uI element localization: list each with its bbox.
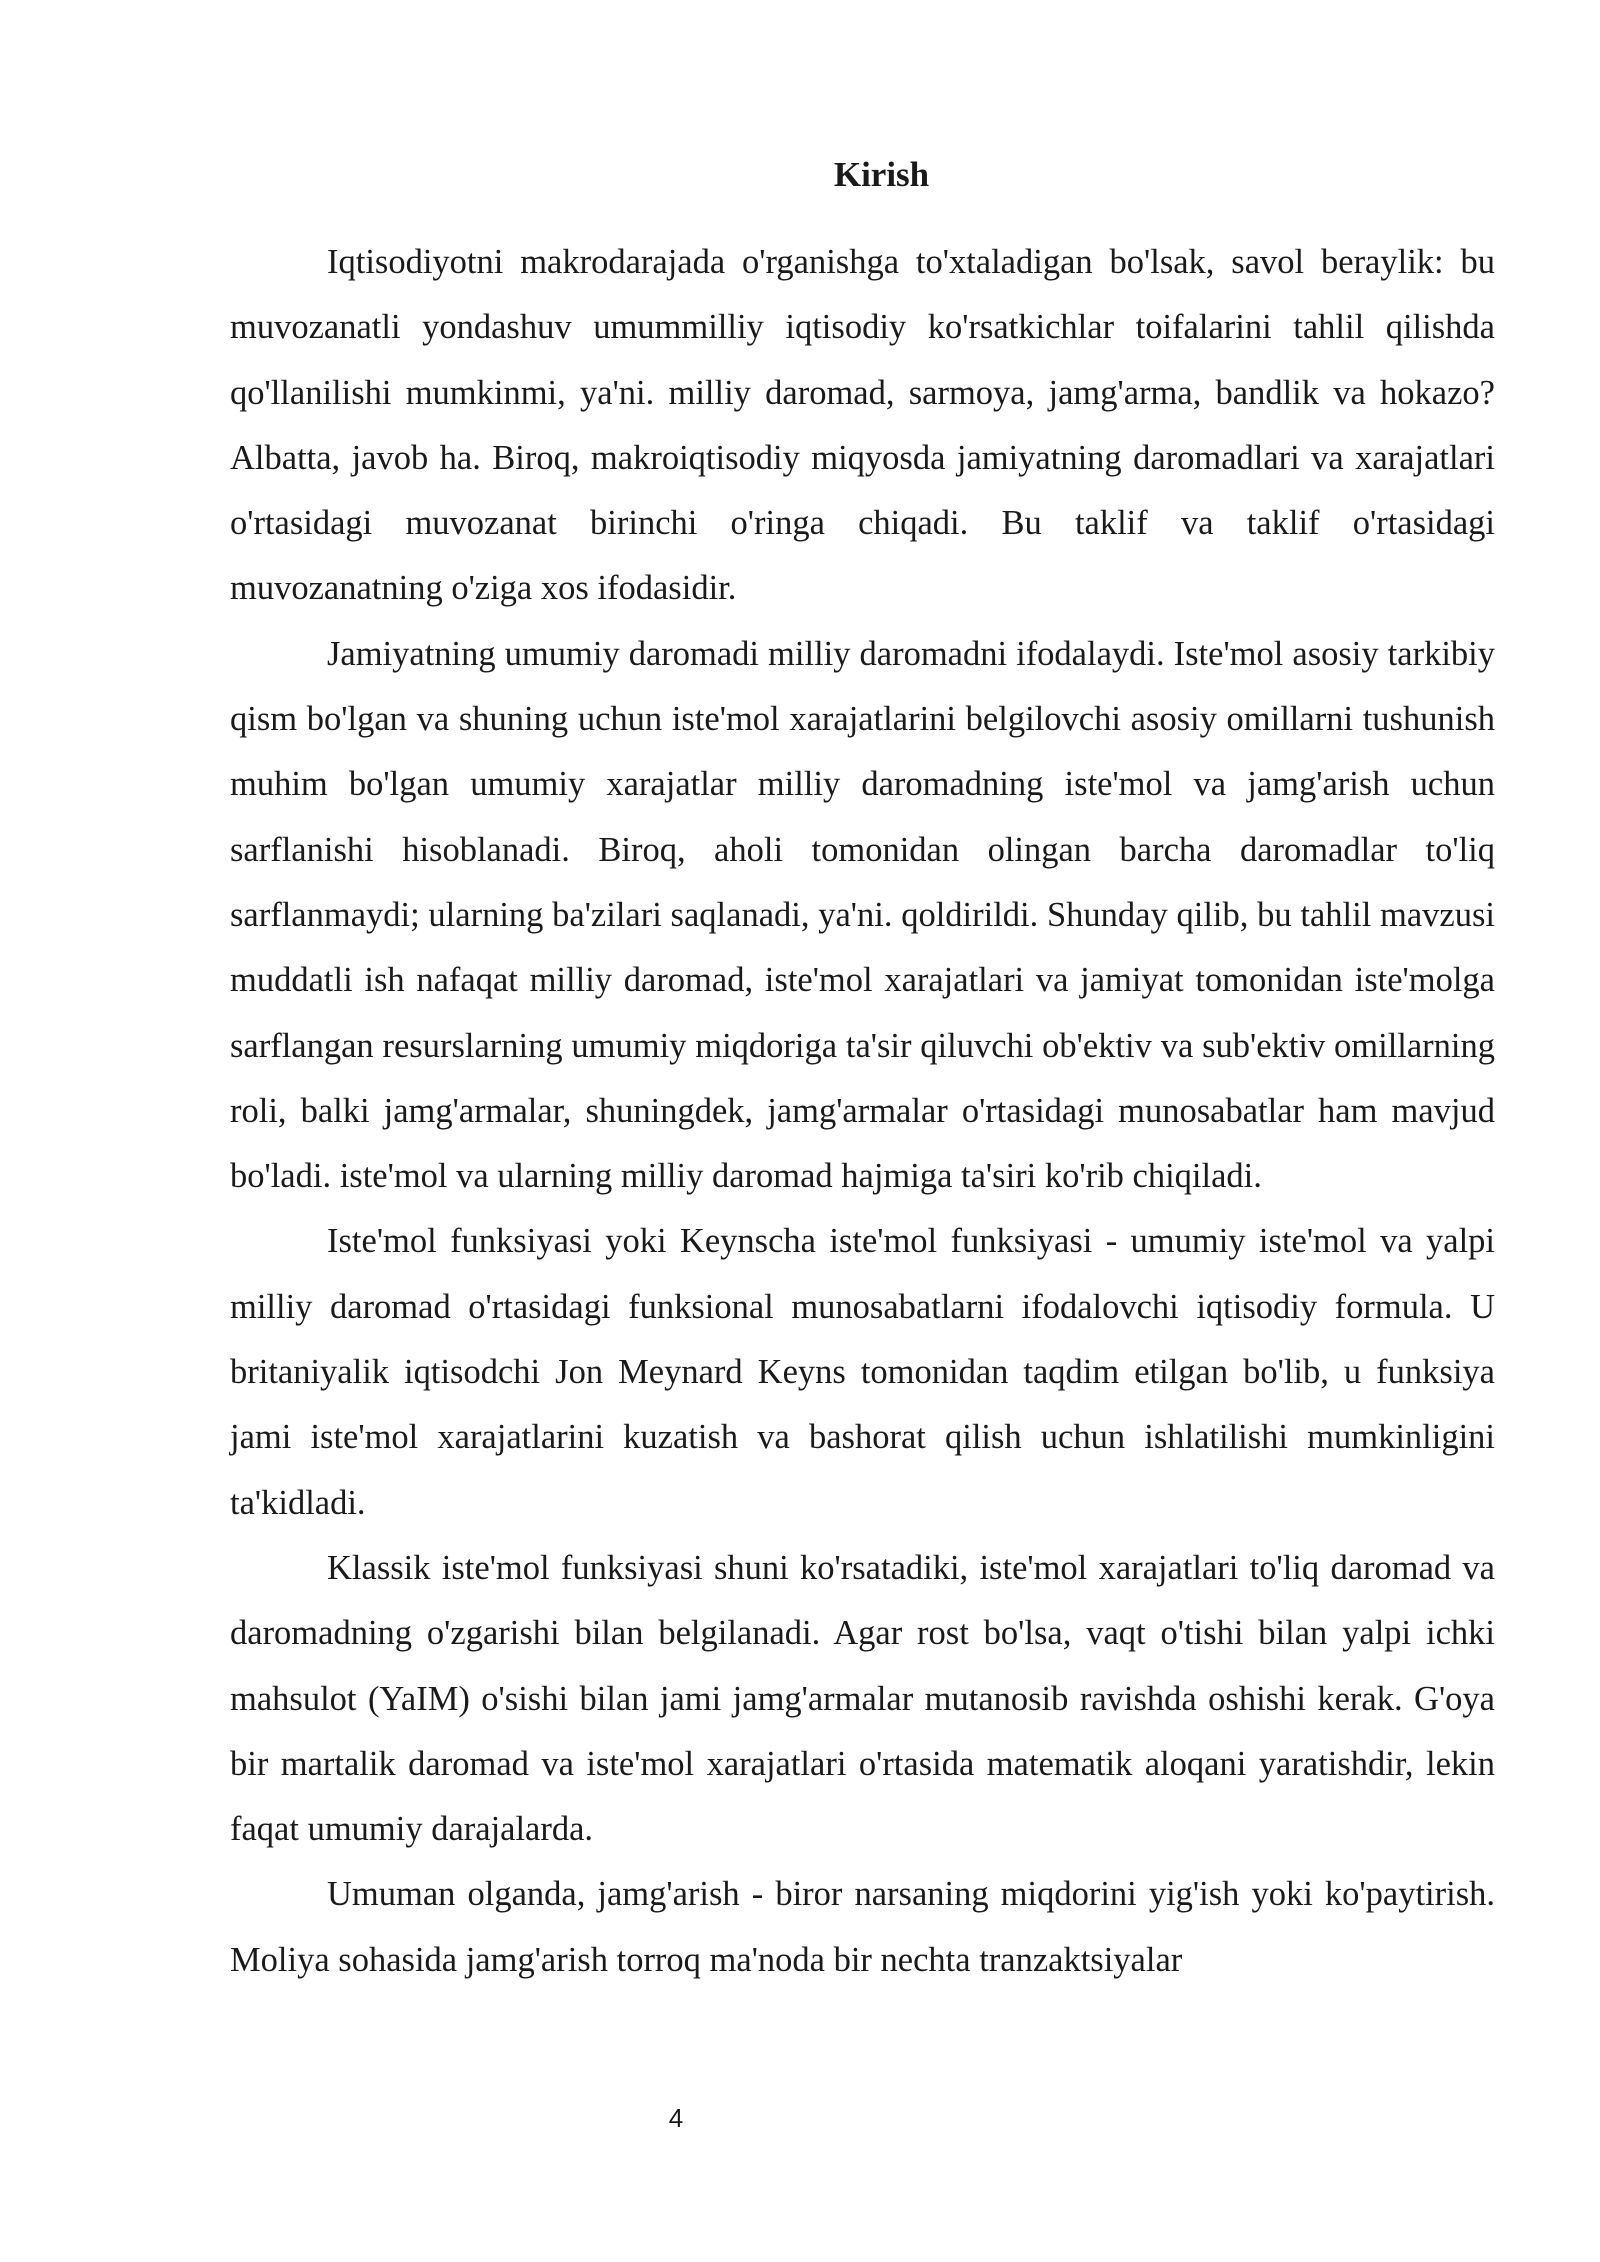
paragraph-3: Iste'mol funksiyasi yoki Keynscha iste'mol funksiyasi - umumiy iste'mol va yalpi milliy daromad o'rtasidagi funksional munosabatlarni ifodalovchi iqtisodiy formula. U britaniyalik iqtisodchi Jon Meynard Keyns tomonidan taqdim etilgan bo'lib, u funksiya jami iste'mol xarajatlarini kuzatish va bashorat qilish uchun ishlatilishi mumkinligini ta'kidladi. [230,1222,1495,1522]
paragraph-4: Klassik iste'mol funksiyasi shuni ko'rsatadiki, iste'mol xarajatlari to'liq daromad va daromadning o'zgarishi bilan belgilanadi. Agar rost bo'lsa, vaqt o'tishi bilan yalpi ichki mahsulot (YaIM) o'sishi bilan jami jamg'armalar mutanosib ravishda oshishi kerak. G'oya bir martalik daromad va iste'mol xarajatlari o'rtasida matematik aloqani yaratishdir, lekin faqat umumiy darajalarda. [230,1548,1495,1849]
paragraph-1: Iqtisodiyotni makrodarajada o'rganishga to'xtaladigan bo'lsak, savol beraylik: bu muvozanatli yondashuv umummilliy iqtisodiy ko'rsatkichlar toifalarini tahlil qilishda qo'llanilishi mumkinmi, ya'ni. milliy daromad, sarmoya, jamg'arma, bandlik va hokazo? Albatta, javob ha. Biroq, makroiqtisodiy miqyosda jamiyatning daromadlari va xarajatlari o'rtasidagi muvozanat birinchi o'ringa chiqadi. Bu taklif va taklif o'rtasidagi muvozanatning o'ziga xos ifodasidir. [230,243,1495,608]
page-number: 4 [668,2103,684,2133]
paragraph-5: Umuman olganda, jamg'arish - biror narsaning miqdorini yig'ish yoki ko'paytirish. Moliya sohasida jamg'arish torroq ma'noda bir nechta tranzaktsiyalar [230,1875,1495,1979]
paragraph-2: Jamiyatning umumiy daromadi milliy daromadni ifodalaydi. Iste'mol asosiy tarkibiy qism bo'lgan va shuning uchun iste'mol xarajatlarini belgilovchi asosiy omillarni tushunish muhim bo'lgan umumiy xarajatlar milliy daromadning iste'mol va jamg'arish uchun sarflanishi hisoblanadi. Biroq, aholi tomonidan olingan barcha daromadlar to'liq sarflanmaydi; ularning ba'zilari saqlanadi, ya'ni. qoldirildi. Shunday qilib, bu tahlil mavzusi muddatli ish nafaqat milliy daromad, iste'mol xarajatlari va jamiyat tomonidan iste'molga sarflangan resurslarning umumiy miqdoriga ta'sir qiluvchi ob'ektiv va sub'ektiv omillarning roli, balki jamg'armalar, shuningdek, jamg'armalar o'rtasidagi munosabatlar ham mavjud bo'ladi. iste'mol va ularning milliy daromad hajmiga ta'siri ko'rib chiqiladi. [230,634,1495,1196]
body-text [230,230,1495,1993]
page-title: Kirish [833,155,930,194]
